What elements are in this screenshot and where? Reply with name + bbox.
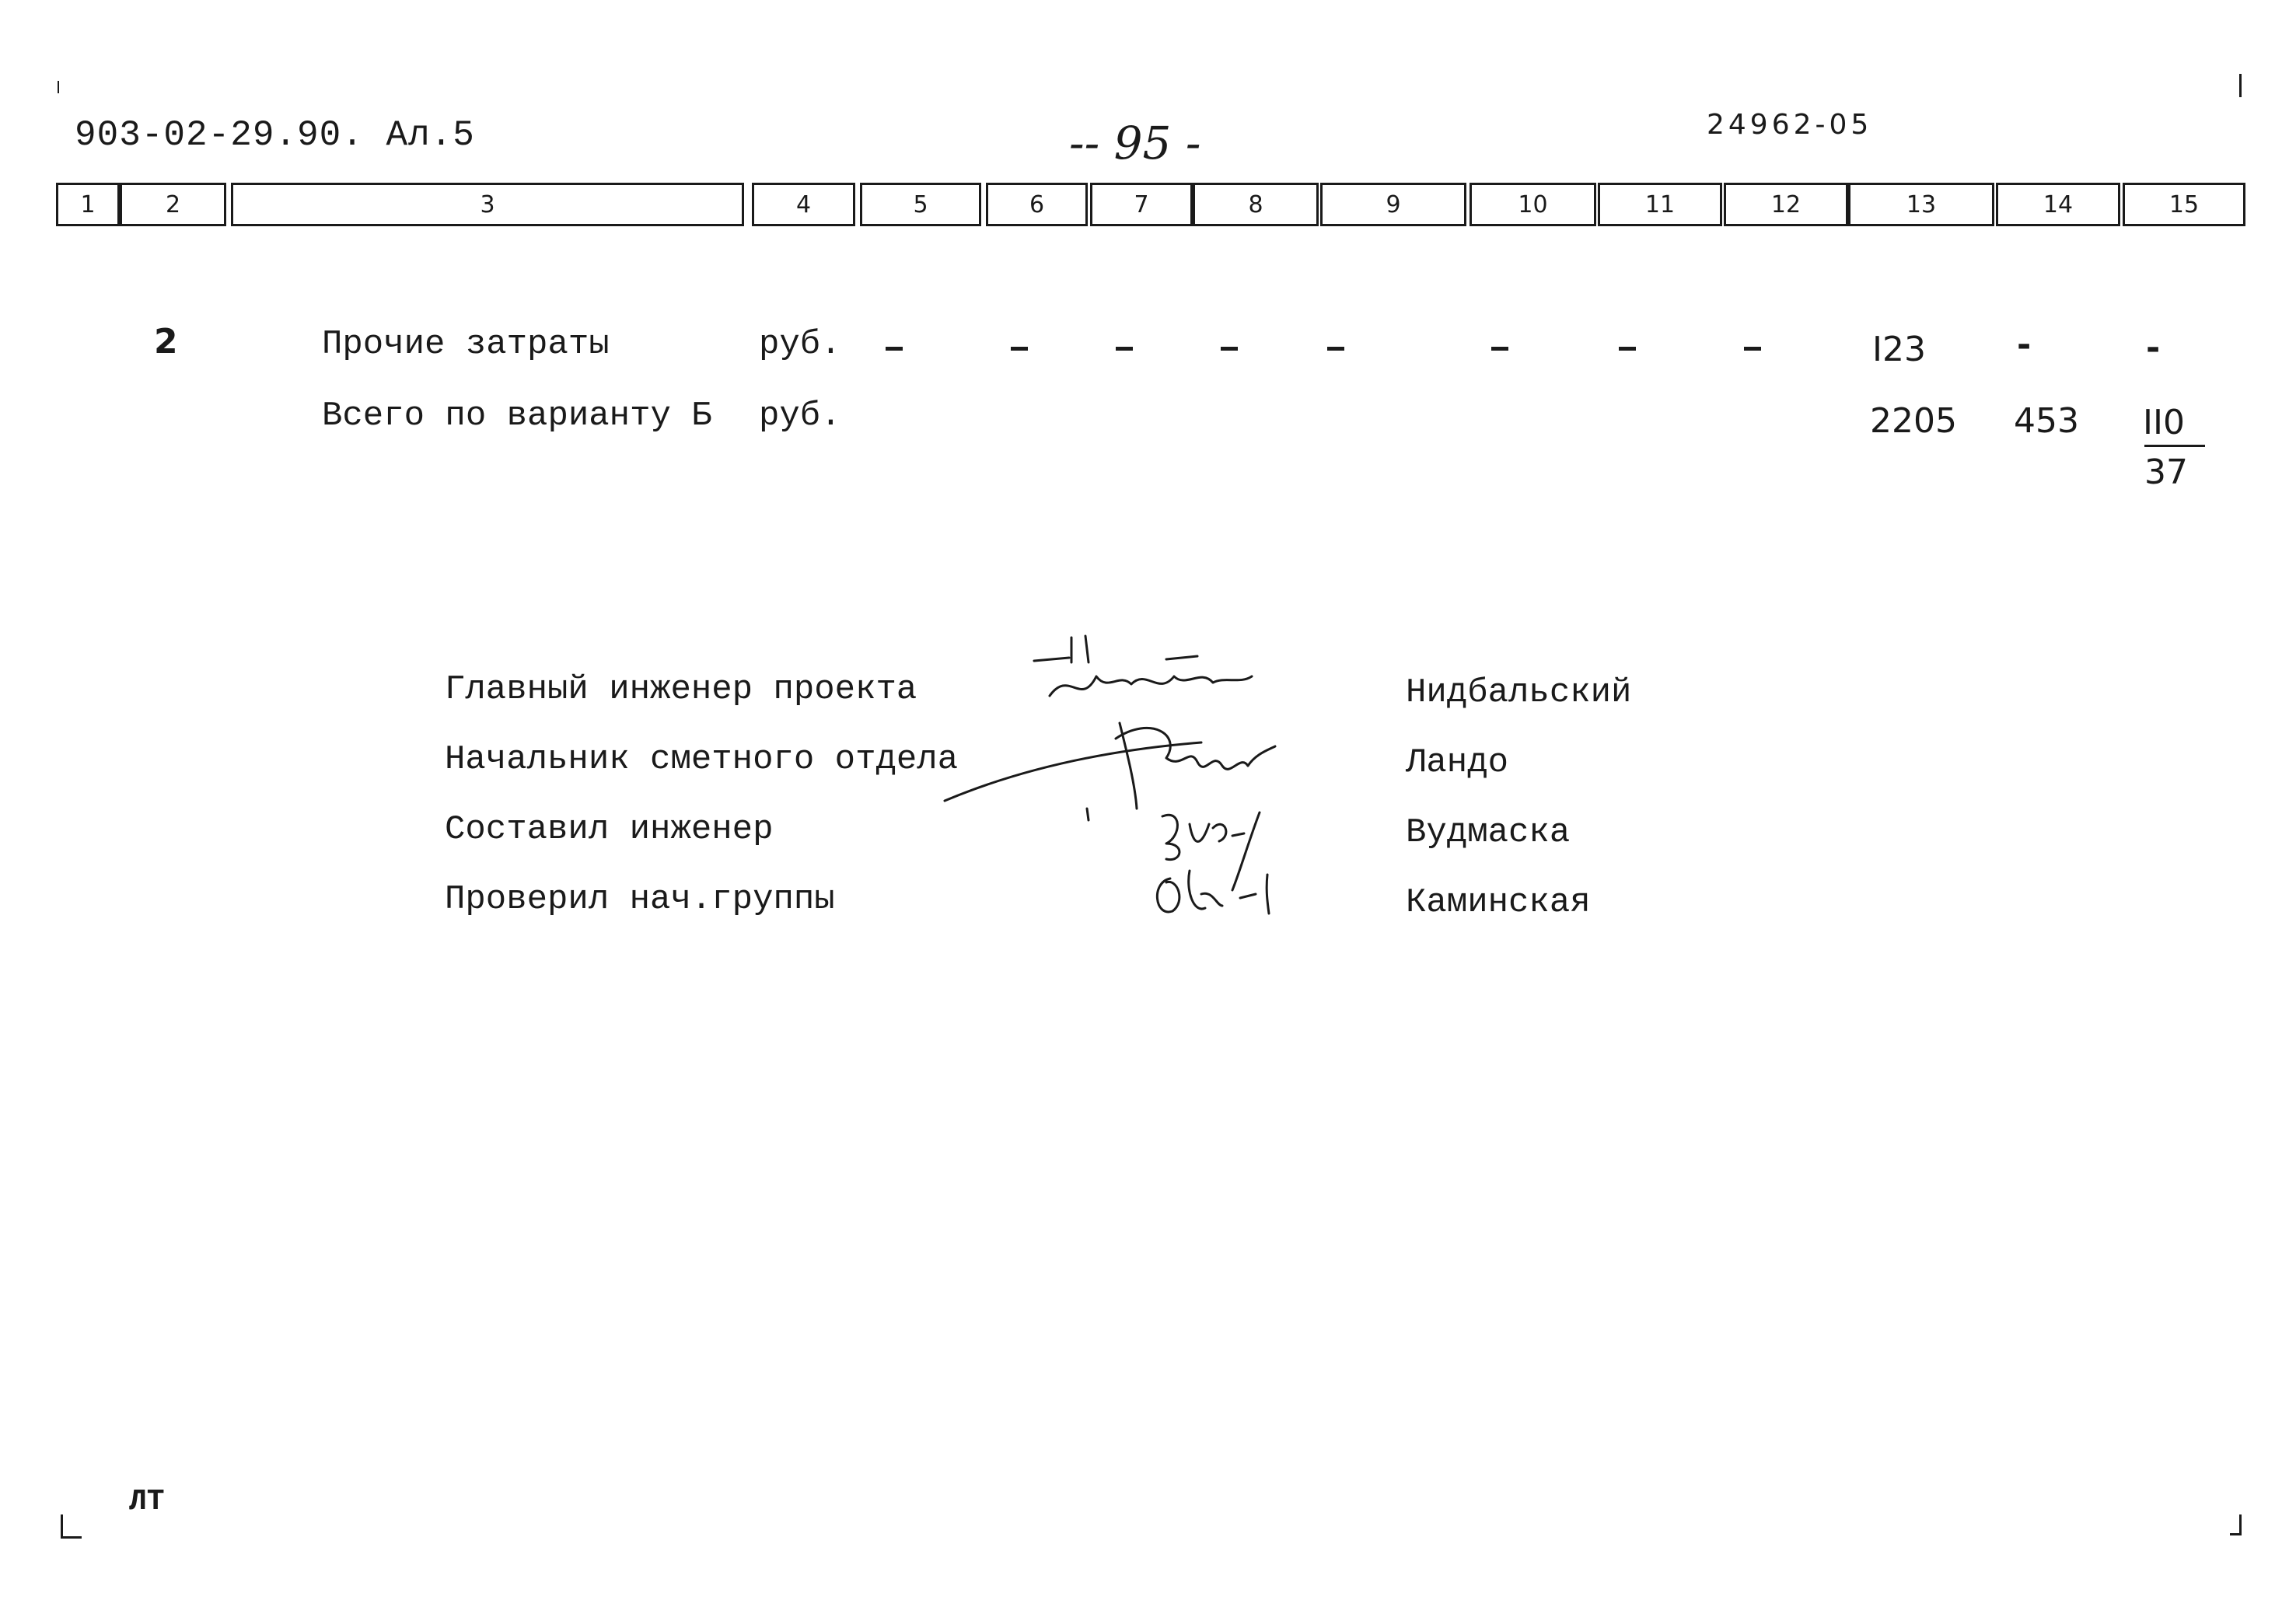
row-col14-value: - — [2017, 325, 2032, 365]
total-col15-numerator: II0 — [2143, 403, 2185, 442]
column-number-header — [56, 183, 2245, 229]
dash-col-6 — [1011, 347, 1028, 351]
corner-mark-top-right — [2239, 74, 2242, 97]
signature-name-compiled-by: Вудмаска — [1406, 813, 1571, 852]
page-number: -- 95 - — [1069, 117, 1201, 169]
dash-col-10 — [1491, 347, 1508, 351]
total-col13-value: 2205 — [1870, 401, 1957, 441]
signature-role-head-of-estimates: Начальник сметного отдела — [445, 740, 959, 779]
handwritten-signatures — [933, 622, 1415, 948]
total-col14-value: 453 — [2014, 401, 2079, 441]
column-header-14: 14 — [1996, 183, 2120, 226]
signature-role-chief-engineer: Главный инженер проекта — [445, 670, 917, 709]
dash-col-12 — [1744, 347, 1761, 351]
dash-col-9 — [1327, 347, 1344, 351]
signature-stroke-2 — [1050, 656, 1252, 696]
signature-role-compiled-by: Составил инженер — [445, 810, 774, 849]
dash-col-11 — [1619, 347, 1636, 351]
column-header-15: 15 — [2123, 183, 2245, 226]
signature-name-checked-by: Каминская — [1406, 883, 1591, 922]
document-code: 903-02-29.90. Ал.5 — [75, 115, 475, 155]
column-header-5: 5 — [860, 183, 981, 226]
footer-code: ЛТ — [129, 1485, 165, 1518]
column-header-8: 8 — [1193, 183, 1319, 226]
column-header-2: 2 — [120, 183, 226, 226]
signature-stroke-5 — [1087, 809, 1260, 890]
signature-stroke-6 — [1157, 871, 1269, 914]
dash-col-5 — [886, 347, 903, 351]
column-header-9: 9 — [1320, 183, 1466, 226]
column-header-1: 1 — [56, 183, 120, 226]
column-header-4: 4 — [752, 183, 855, 226]
total-col15-denominator: 37 — [2144, 452, 2188, 492]
row-unit: руб. — [759, 325, 841, 364]
signature-name-chief-engineer: Нидбальский — [1406, 673, 1632, 712]
dash-col-7 — [1116, 347, 1133, 351]
row-col15-value: - — [2146, 328, 2161, 368]
corner-mark-bottom-left — [61, 1514, 82, 1539]
column-header-3: 3 — [231, 183, 744, 226]
signature-stroke-1 — [1034, 636, 1089, 662]
column-header-12: 12 — [1724, 183, 1848, 226]
fraction-line — [2144, 445, 2205, 447]
total-row-name: Всего по варианту Б — [322, 397, 712, 435]
column-header-7: 7 — [1090, 183, 1193, 226]
signature-name-head-of-estimates: Ландо — [1406, 743, 1509, 782]
column-header-6: 6 — [986, 183, 1088, 226]
row-col13-value: I23 — [1872, 330, 1926, 369]
dash-col-8 — [1221, 347, 1238, 351]
total-row-unit: руб. — [759, 397, 841, 435]
signature-stroke-3 — [945, 742, 1201, 801]
column-header-13: 13 — [1848, 183, 1994, 226]
corner-mark-top-left — [58, 81, 59, 93]
archive-number: 24962-05 — [1707, 109, 1873, 141]
signature-stroke-4 — [1116, 723, 1275, 809]
corner-mark-bottom-right — [2230, 1514, 2242, 1535]
row-name: Прочие затраты — [322, 325, 610, 364]
row-number: 2 — [154, 322, 178, 362]
column-header-11: 11 — [1598, 183, 1722, 226]
column-header-10: 10 — [1470, 183, 1596, 226]
signature-role-checked-by: Проверил нач.группы — [445, 880, 835, 919]
